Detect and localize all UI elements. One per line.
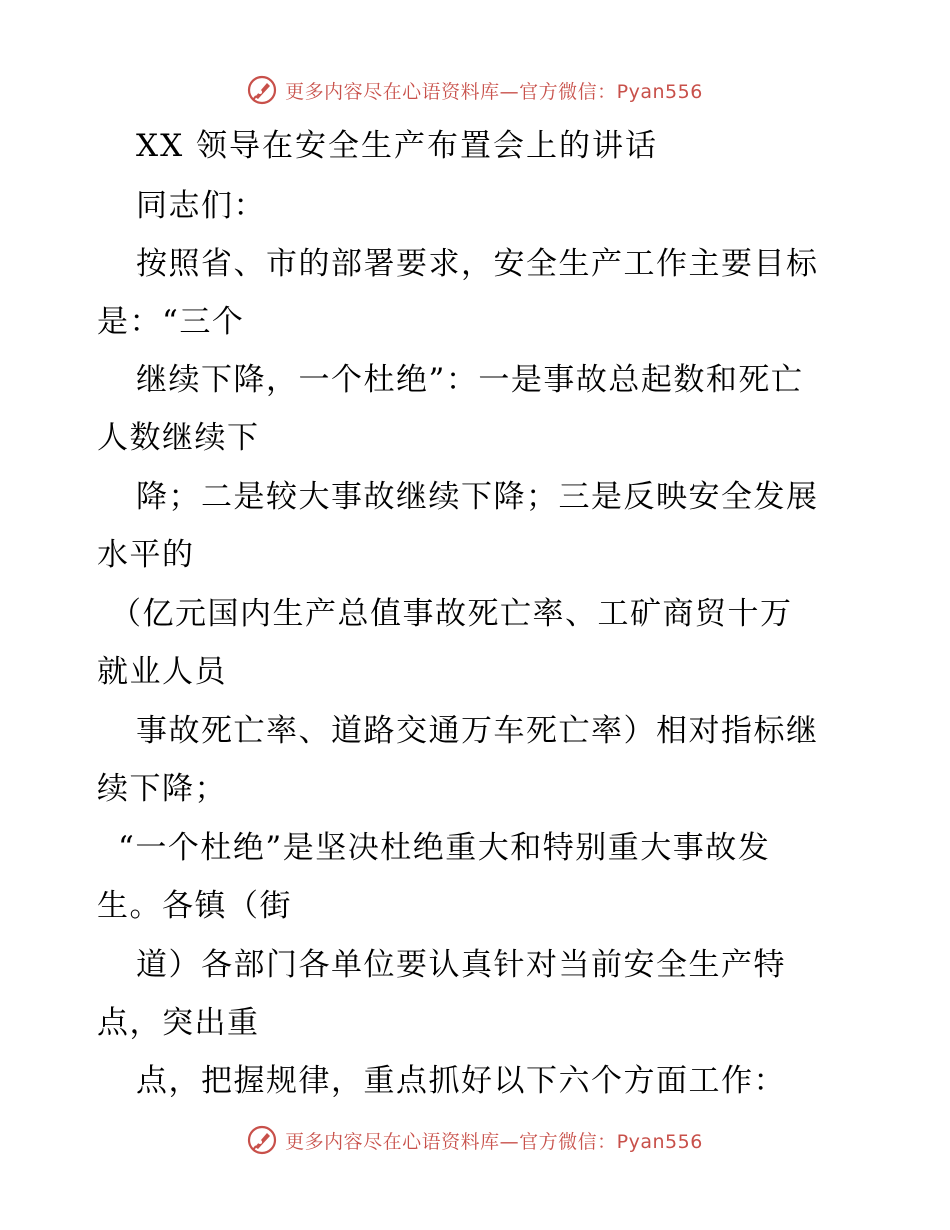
paragraph-line: 水平的 bbox=[97, 537, 195, 573]
quill-pen-logo-icon bbox=[247, 1125, 277, 1155]
paragraph-line: 道）各部门各单位要认真针对当前安全生产特 bbox=[136, 947, 786, 983]
paragraph-line: 就业人员 bbox=[97, 654, 227, 690]
banner-contact: 官方微信：Pyan556 bbox=[519, 80, 703, 103]
paragraph-line: （亿元国内生产总值事故死亡率、工矿商贸十万 bbox=[110, 596, 793, 632]
banner-text bbox=[285, 77, 703, 104]
paragraph-line: 事故死亡率、道路交通万车死亡率）相对指标继 bbox=[136, 713, 819, 749]
paragraph-line: 是：“三个 bbox=[97, 304, 245, 340]
paragraph-line: 降；二是较大事故继续下降；三是反映安全发展 bbox=[136, 479, 819, 515]
banner-separator: — bbox=[499, 1130, 520, 1153]
banner-slogan: 更多内容尽在心语资料库 bbox=[285, 80, 500, 103]
paragraph-line: 续下降； bbox=[97, 771, 227, 807]
banner-slogan: 更多内容尽在心语资料库 bbox=[285, 1130, 500, 1153]
paragraph-line: 人数继续下 bbox=[97, 420, 260, 456]
paragraph-line: 点，突出重 bbox=[97, 1005, 260, 1041]
footer-banner bbox=[0, 1122, 950, 1158]
header-banner bbox=[0, 72, 950, 108]
paragraph-line: 继续下降，一个杜绝”：一是事故总起数和死亡 bbox=[136, 362, 804, 398]
banner-text bbox=[285, 1127, 703, 1154]
paragraph-line: “一个杜绝”是坚决杜绝重大和特别重大事故发 bbox=[118, 830, 771, 866]
document-title: XX 领导在安全生产布置会上的讲话 bbox=[136, 128, 658, 164]
paragraph-line: 点，把握规律，重点抓好以下六个方面工作： bbox=[136, 1063, 786, 1099]
paragraph-line: 按照省、市的部署要求，安全生产工作主要目标 bbox=[136, 246, 819, 282]
salutation: 同志们： bbox=[136, 188, 266, 224]
banner-separator: — bbox=[499, 80, 520, 103]
paragraph-line: 生。各镇（街 bbox=[97, 888, 292, 924]
quill-pen-logo-icon bbox=[247, 75, 277, 105]
banner-contact: 官方微信：Pyan556 bbox=[519, 1130, 703, 1153]
